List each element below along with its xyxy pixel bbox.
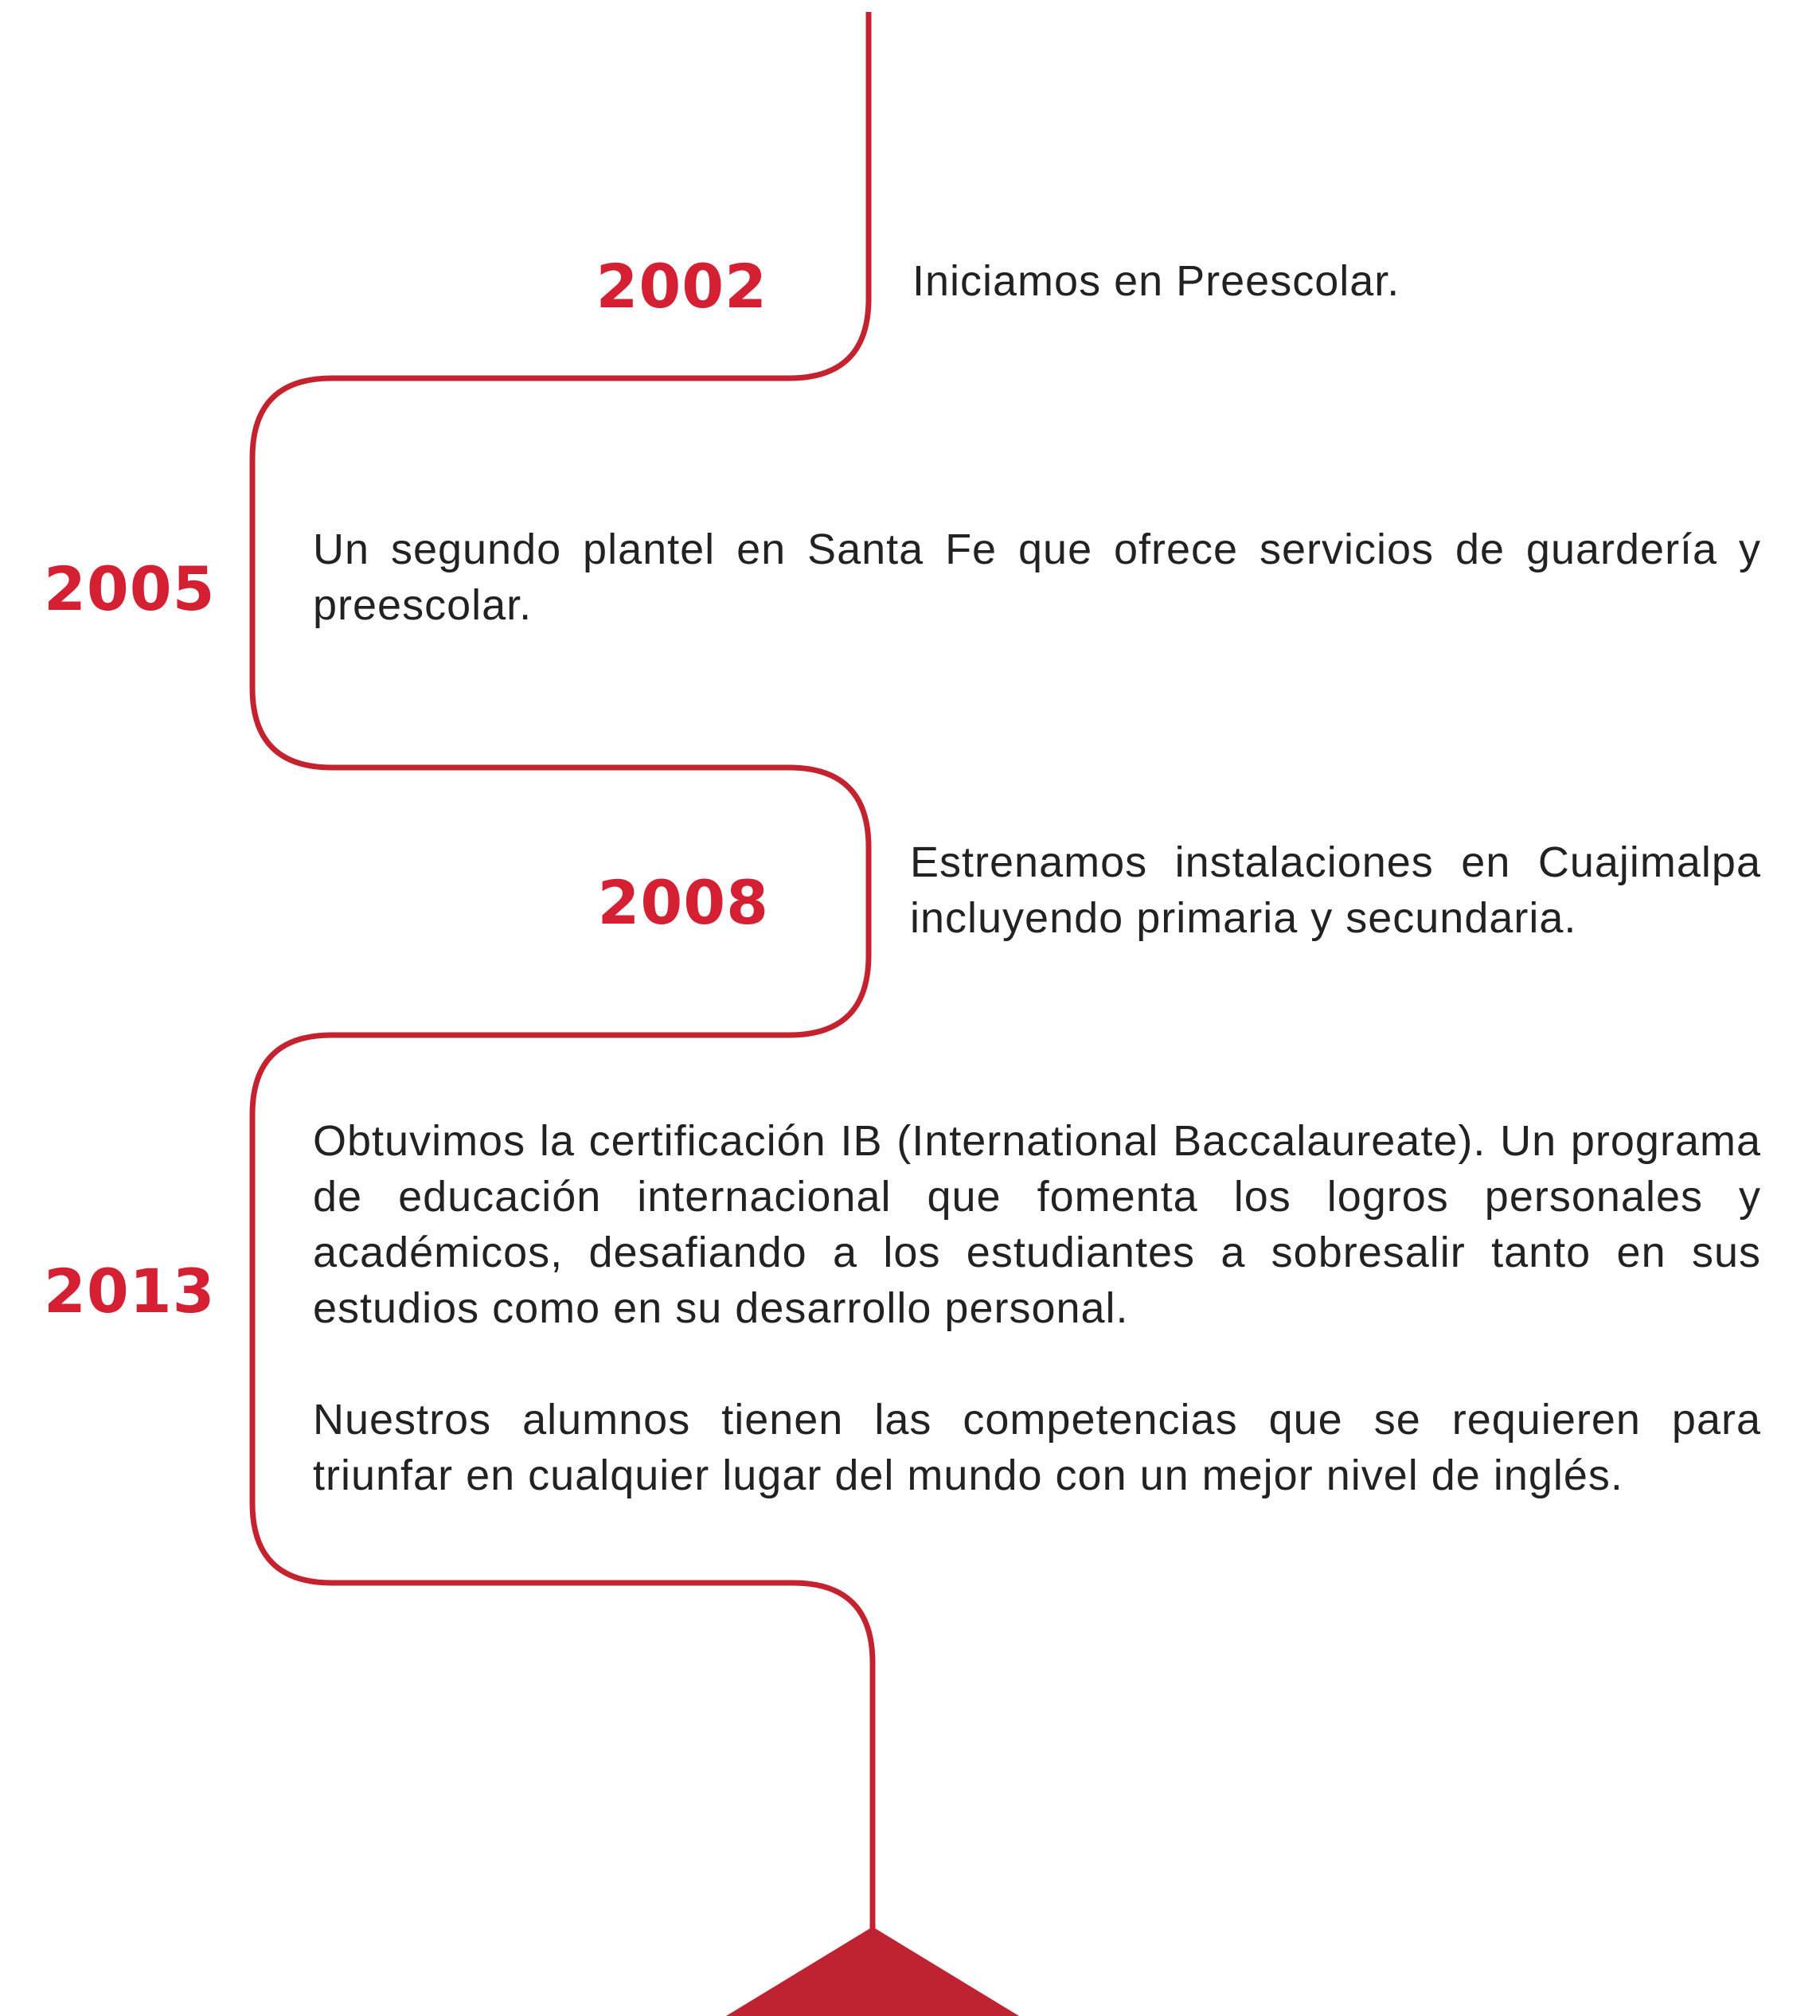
event-2005-description xyxy=(313,522,1761,633)
event-2008-paragraph: Estrenamos instalaciones en Cuajimalpa incluyendo primaria y secundaria. xyxy=(910,838,1761,942)
year-2008: 2008 xyxy=(597,867,769,938)
year-2013: 2013 xyxy=(44,1256,216,1326)
event-2005-paragraph: Un segundo plantel en Santa Fe que ofrece servicios de guardería y preescolar. xyxy=(313,525,1761,629)
event-2002-paragraph: Iniciamos en Preescolar. xyxy=(912,257,1400,305)
timeline-end-arrow xyxy=(726,1927,1019,2016)
event-2013-description xyxy=(313,1113,1761,1503)
year-2005: 2005 xyxy=(44,553,216,624)
year-2002: 2002 xyxy=(596,251,767,322)
event-2013-paragraph-2: Nuestros alumnos tienen las competencias que se requieren para triunfar en cualquier lugar del mundo con un mejor nivel de inglés. xyxy=(313,1396,1761,1499)
timeline-connector-line xyxy=(252,12,873,1935)
event-2008-description xyxy=(910,834,1761,946)
event-2002-description xyxy=(912,253,1761,309)
event-2013-paragraph-1: Obtuvimos la certificación IB (International Baccalaureate). Un programa de educación internacional que fomenta los logros personales y académicos, desafiando a los estudiantes a sobresalir tanto en sus estudios como en su desarrollo personal. xyxy=(313,1117,1761,1332)
